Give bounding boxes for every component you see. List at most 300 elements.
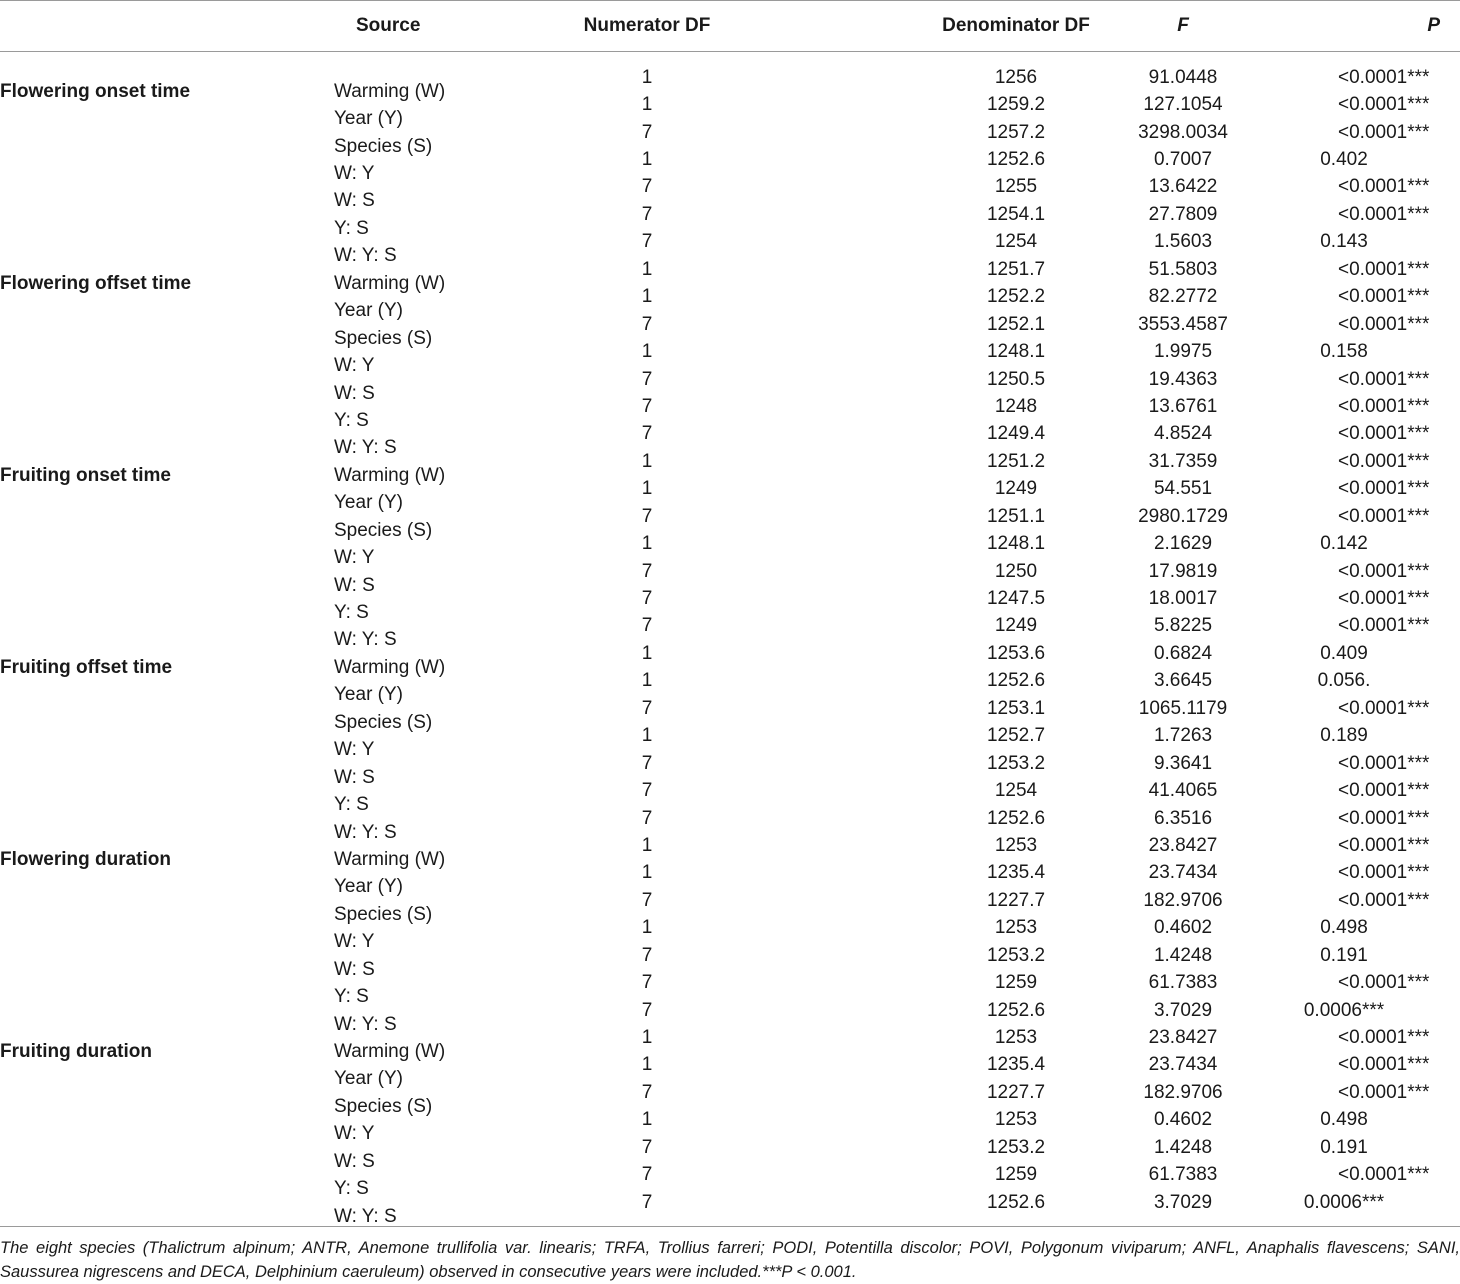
f-value-cell: 0.6824	[1153, 642, 1213, 664]
row-label-cell	[0, 805, 560, 843]
f-value-cell: 3.6645	[1153, 670, 1213, 692]
f-value-cell: 1.7263	[1153, 725, 1213, 747]
denominator-df-cell: 1259	[994, 972, 1038, 994]
source-label: W: S	[334, 766, 375, 788]
numerator-df-cell: 1	[641, 533, 653, 555]
row-label-cell	[0, 52, 560, 102]
p-value-cell: <0.0001***	[1338, 889, 1430, 911]
row-label-cell	[0, 448, 560, 486]
p-value-cell: 0.056.	[1317, 670, 1371, 692]
numerator-df-cell: 1	[641, 341, 653, 363]
p-value-cell: <0.0001***	[1338, 588, 1430, 610]
group-label: Flowering duration	[0, 848, 171, 870]
row-label-cell	[0, 1052, 560, 1090]
source-label: Year (Y)	[334, 684, 403, 706]
denominator-df-cell: 1253.2	[986, 752, 1046, 774]
source-label: Species (S)	[334, 711, 433, 733]
source-label: Y: S	[334, 217, 369, 239]
denominator-df-cell: 1248.1	[986, 533, 1046, 555]
p-value-cell: <0.0001***	[1338, 505, 1430, 527]
source-label: W: S	[334, 574, 375, 596]
row-label-cell	[0, 695, 560, 733]
table-row	[0, 503, 1460, 530]
p-value-cell: 0.191	[1320, 944, 1368, 966]
denominator-df-cell: 1253	[994, 1027, 1038, 1049]
f-value-cell: 182.9706	[1143, 889, 1223, 911]
numerator-df-cell: 1	[641, 149, 653, 171]
header-source: Source	[0, 1, 560, 52]
row-label-cell	[0, 256, 560, 294]
table-row	[0, 832, 1460, 859]
p-value-cell: <0.0001***	[1338, 807, 1430, 829]
table-row	[0, 777, 1460, 804]
table-row	[0, 1189, 1460, 1216]
row-label-cell	[0, 338, 560, 377]
header-p: P	[1248, 1, 1460, 52]
table-row	[0, 1134, 1460, 1161]
numerator-df-cell: 1	[641, 725, 653, 747]
source-label: Year (Y)	[334, 492, 403, 514]
p-value-cell: <0.0001***	[1338, 972, 1430, 994]
denominator-df-cell: 1249.4	[986, 423, 1046, 445]
source-label: Warming (W)	[334, 464, 446, 486]
f-value-cell: 3.7029	[1153, 999, 1213, 1021]
f-value-cell: 2.1629	[1153, 533, 1213, 555]
denominator-df-cell: 1227.7	[986, 1081, 1046, 1103]
group-label: Fruiting onset time	[0, 464, 171, 486]
numerator-df-cell: 7	[641, 368, 653, 390]
p-value-cell: <0.0001***	[1338, 395, 1430, 417]
p-value-cell: <0.0001***	[1338, 313, 1430, 335]
numerator-df-cell: 1	[641, 1109, 653, 1131]
denominator-df-cell: 1252.7	[986, 725, 1046, 747]
row-label-cell	[0, 366, 560, 404]
f-value-cell: 13.6761	[1148, 395, 1218, 417]
source-label: W: Y	[334, 355, 375, 377]
table-row	[0, 887, 1460, 914]
source-label: W: Y: S	[334, 245, 397, 267]
numerator-df-cell: 7	[641, 176, 653, 198]
denominator-df-cell: 1235.4	[986, 1054, 1046, 1076]
numerator-df-cell: 1	[641, 862, 653, 884]
row-label-cell	[0, 421, 560, 459]
denominator-df-cell: 1255	[994, 176, 1038, 198]
p-value-cell: <0.0001***	[1338, 203, 1430, 225]
denominator-df-cell: 1252.2	[986, 286, 1046, 308]
numerator-df-cell: 7	[641, 1164, 653, 1186]
f-value-cell: 2980.1729	[1138, 505, 1228, 527]
row-label-cell	[0, 777, 560, 816]
source-label: W: Y	[334, 1123, 375, 1145]
row-label-cell	[0, 969, 560, 1008]
denominator-df-cell: 1253	[994, 1109, 1038, 1131]
numerator-df-cell: 1	[641, 642, 653, 664]
f-value-cell: 31.7359	[1148, 450, 1218, 472]
table-footnote: The eight species (Thalictrum alpinum; ANTR, Anemone trullifolia var. linearis; TRFA, Trollius farreri; PODI, Potentilla discolor; POVI, Polygonum viviparum; ANFL, Anaphalis flavescens; SANI, Saussurea nigrescens and DECA, Delphinium caeruleum) observed in consecutive years were included.***P < 0.001.	[0, 1239, 1460, 1281]
source-label: Warming (W)	[334, 848, 446, 870]
group-label: Flowering offset time	[0, 272, 192, 294]
numerator-df-cell: 7	[641, 1191, 653, 1213]
source-label: W: Y: S	[334, 437, 397, 459]
row-label-cell	[0, 1162, 560, 1200]
denominator-df-cell: 1227.7	[986, 889, 1046, 911]
f-value-cell: 3298.0034	[1138, 121, 1228, 143]
p-value-cell: 0.143	[1320, 231, 1368, 253]
table-row	[0, 91, 1460, 118]
row-label-cell	[0, 119, 560, 157]
row-label-cell	[0, 860, 560, 898]
denominator-df-cell: 1250.5	[986, 368, 1046, 390]
f-value-cell: 0.7007	[1153, 149, 1213, 171]
numerator-df-cell: 7	[641, 615, 653, 637]
p-value-cell: <0.0001***	[1338, 423, 1430, 445]
denominator-df-cell: 1252.6	[986, 807, 1046, 829]
numerator-df-cell: 1	[641, 450, 653, 472]
p-value-cell: 0.498	[1320, 917, 1368, 939]
numerator-df-cell: 1	[641, 94, 653, 116]
denominator-df-cell: 1252.6	[986, 999, 1046, 1021]
table-row	[0, 640, 1460, 667]
p-value-cell: <0.0001***	[1338, 1081, 1430, 1103]
table-row	[0, 393, 1460, 420]
source-label: W: Y: S	[334, 821, 397, 843]
source-label: Species (S)	[334, 135, 433, 157]
numerator-df-cell: 1	[641, 1027, 653, 1049]
numerator-df-cell: 7	[641, 313, 653, 335]
f-value-cell: 6.3516	[1153, 807, 1213, 829]
denominator-df-cell: 1259	[994, 1164, 1038, 1186]
source-label: W: S	[334, 958, 375, 980]
header-denominator-df: Denominator DF	[734, 1, 1118, 52]
denominator-df-cell: 1251.7	[986, 258, 1046, 280]
source-label: W: Y	[334, 739, 375, 761]
row-label-cell	[0, 91, 560, 130]
row-label-cell	[0, 1079, 560, 1117]
p-value-cell: <0.0001***	[1338, 615, 1430, 637]
denominator-df-cell: 1254.1	[986, 203, 1046, 225]
source-label: Year (Y)	[334, 876, 403, 898]
f-value-cell: 3553.4587	[1138, 313, 1228, 335]
denominator-df-cell: 1251.2	[986, 450, 1046, 472]
row-label-cell	[0, 558, 560, 596]
table-row	[0, 750, 1460, 777]
numerator-df-cell: 7	[641, 999, 653, 1021]
f-value-cell: 23.8427	[1148, 1027, 1218, 1049]
p-value-cell: <0.0001***	[1338, 286, 1430, 308]
table-row	[0, 174, 1460, 201]
table-row	[0, 530, 1460, 557]
f-value-cell: 61.7383	[1148, 972, 1218, 994]
p-value-cell: <0.0001***	[1338, 121, 1430, 143]
row-label-cell	[0, 750, 560, 788]
source-label: Y: S	[334, 1178, 369, 1200]
denominator-df-cell: 1252.6	[986, 670, 1046, 692]
table-row	[0, 585, 1460, 612]
table-header	[0, 1, 1460, 52]
p-value-cell: <0.0001***	[1338, 560, 1430, 582]
numerator-df-cell: 1	[641, 834, 653, 856]
source-label: Warming (W)	[334, 656, 446, 678]
f-value-cell: 61.7383	[1148, 1164, 1218, 1186]
numerator-df-cell: 1	[641, 670, 653, 692]
table-row	[0, 1107, 1460, 1134]
source-label: W: S	[334, 190, 375, 212]
denominator-df-cell: 1256	[994, 66, 1038, 88]
numerator-df-cell: 7	[641, 889, 653, 911]
f-value-cell: 1.9975	[1153, 341, 1213, 363]
p-value-cell: <0.0001***	[1338, 368, 1430, 390]
f-value-cell: 54.551	[1153, 478, 1213, 500]
numerator-df-cell: 7	[641, 203, 653, 225]
denominator-df-cell: 1249	[994, 615, 1038, 637]
p-value-cell: 0.0006***	[1303, 999, 1385, 1021]
f-value-cell: 1.5603	[1153, 231, 1213, 253]
denominator-df-cell: 1252.1	[986, 313, 1046, 335]
numerator-df-cell: 1	[641, 258, 653, 280]
numerator-df-cell: 7	[641, 588, 653, 610]
row-label-cell	[0, 1189, 560, 1227]
f-value-cell: 23.7434	[1148, 862, 1218, 884]
source-label: Warming (W)	[334, 1041, 446, 1063]
p-value-cell: 0.409	[1320, 642, 1368, 664]
numerator-df-cell: 7	[641, 1081, 653, 1103]
source-label: W: S	[334, 382, 375, 404]
p-value-cell: <0.0001***	[1338, 697, 1430, 719]
denominator-df-cell: 1249	[994, 478, 1038, 500]
denominator-df-cell: 1253	[994, 834, 1038, 856]
p-value-cell: <0.0001***	[1338, 1027, 1430, 1049]
table-row	[0, 668, 1460, 695]
numerator-df-cell: 7	[641, 560, 653, 582]
numerator-df-cell: 7	[641, 697, 653, 719]
source-label: Warming (W)	[334, 80, 446, 102]
numerator-df-cell: 7	[641, 121, 653, 143]
row-label-cell	[0, 887, 560, 925]
table-row	[0, 860, 1460, 887]
source-label: Year (Y)	[334, 300, 403, 322]
source-label: Species (S)	[334, 327, 433, 349]
table-row	[0, 256, 1460, 283]
f-value-cell: 9.3641	[1153, 752, 1213, 774]
p-value-cell: <0.0001***	[1338, 1164, 1430, 1186]
table-bottom-rule	[0, 1226, 1460, 1227]
denominator-df-cell: 1248.1	[986, 341, 1046, 363]
row-label-cell	[0, 146, 560, 185]
source-label: Species (S)	[334, 1095, 433, 1117]
group-label: Fruiting offset time	[0, 656, 173, 678]
p-value-cell: <0.0001***	[1338, 780, 1430, 802]
p-value-cell: 0.191	[1320, 1136, 1368, 1158]
denominator-df-cell: 1254	[994, 780, 1038, 802]
source-label: W: Y: S	[334, 1013, 397, 1035]
denominator-df-cell: 1235.4	[986, 862, 1046, 884]
source-label: Year (Y)	[334, 1068, 403, 1090]
table-row	[0, 1024, 1460, 1051]
table-row	[0, 229, 1460, 256]
f-value-cell: 13.6422	[1148, 176, 1218, 198]
table-row	[0, 1162, 1460, 1189]
table-row	[0, 338, 1460, 365]
numerator-df-cell: 7	[641, 505, 653, 527]
table-row	[0, 969, 1460, 996]
f-value-cell: 23.8427	[1148, 834, 1218, 856]
row-label-cell	[0, 1134, 560, 1172]
row-label-cell	[0, 640, 560, 678]
table-row	[0, 915, 1460, 942]
table-row	[0, 284, 1460, 311]
row-label-cell	[0, 723, 560, 761]
row-label-cell	[0, 284, 560, 322]
numerator-df-cell: 7	[641, 231, 653, 253]
table-row	[0, 119, 1460, 146]
table-row	[0, 723, 1460, 750]
row-label-cell	[0, 174, 560, 212]
source-label: W: S	[334, 1150, 375, 1172]
row-label-cell	[0, 311, 560, 349]
f-value-cell: 0.4602	[1153, 1109, 1213, 1131]
source-label: W: Y	[334, 547, 375, 569]
numerator-df-cell: 1	[641, 917, 653, 939]
f-value-cell: 4.8524	[1153, 423, 1213, 445]
table-row	[0, 448, 1460, 475]
row-label-cell	[0, 476, 560, 514]
denominator-df-cell: 1253.2	[986, 1136, 1046, 1158]
numerator-df-cell: 7	[641, 752, 653, 774]
f-value-cell: 41.4065	[1148, 780, 1218, 802]
group-label: Flowering onset time	[0, 80, 191, 102]
table-row	[0, 942, 1460, 969]
f-value-cell: 0.4602	[1153, 917, 1213, 939]
table-row	[0, 421, 1460, 448]
table-row	[0, 805, 1460, 832]
group-label: Fruiting duration	[0, 1041, 152, 1063]
table-body	[0, 52, 1460, 1227]
denominator-df-cell: 1259.2	[986, 94, 1046, 116]
f-value-cell: 19.4363	[1148, 368, 1218, 390]
f-value-cell: 23.7434	[1148, 1054, 1218, 1076]
denominator-df-cell: 1257.2	[986, 121, 1046, 143]
f-value-cell: 17.9819	[1148, 560, 1218, 582]
p-value-cell: <0.0001***	[1338, 66, 1430, 88]
p-value-cell: <0.0001***	[1338, 1054, 1430, 1076]
p-value-cell: 0.402	[1320, 149, 1368, 171]
denominator-df-cell: 1253.6	[986, 642, 1046, 664]
row-label-cell	[0, 585, 560, 624]
p-value-cell: <0.0001***	[1338, 862, 1430, 884]
f-value-cell: 127.1054	[1143, 94, 1223, 116]
p-value-cell: 0.189	[1320, 725, 1368, 747]
p-value-cell: <0.0001***	[1338, 450, 1430, 472]
denominator-df-cell: 1248	[994, 395, 1038, 417]
p-value-cell: <0.0001***	[1338, 94, 1430, 116]
row-label-cell	[0, 832, 560, 870]
p-value-cell: <0.0001***	[1338, 752, 1430, 774]
f-value-cell: 182.9706	[1143, 1081, 1223, 1103]
table-row	[0, 695, 1460, 722]
denominator-df-cell: 1252.6	[986, 1191, 1046, 1213]
f-value-cell: 82.2772	[1148, 286, 1218, 308]
header-f: F	[1118, 1, 1248, 52]
source-label: Year (Y)	[334, 108, 403, 130]
denominator-df-cell: 1251.1	[986, 505, 1046, 527]
source-label: Y: S	[334, 602, 369, 624]
table-row	[0, 1052, 1460, 1079]
source-label: Y: S	[334, 986, 369, 1008]
numerator-df-cell: 1	[641, 478, 653, 500]
source-label: Species (S)	[334, 519, 433, 541]
row-label-cell	[0, 1107, 560, 1145]
p-value-cell: <0.0001***	[1338, 258, 1430, 280]
numerator-df-cell: 7	[641, 1136, 653, 1158]
f-value-cell: 1065.1179	[1138, 697, 1228, 719]
denominator-df-cell: 1254	[994, 231, 1038, 253]
f-value-cell: 18.0017	[1148, 588, 1218, 610]
source-label: W: Y	[334, 931, 375, 953]
f-value-cell: 51.5803	[1148, 258, 1218, 280]
source-label: W: Y: S	[334, 1205, 397, 1227]
p-value-cell: <0.0001***	[1338, 176, 1430, 198]
numerator-df-cell: 1	[641, 66, 653, 88]
row-label-cell	[0, 1024, 560, 1063]
denominator-df-cell: 1253.1	[986, 697, 1046, 719]
denominator-df-cell: 1253	[994, 917, 1038, 939]
header-row	[0, 1, 1460, 52]
table-row	[0, 366, 1460, 393]
source-label: W: Y	[334, 163, 375, 185]
f-value-cell: 1.4248	[1153, 1136, 1213, 1158]
numerator-df-cell: 7	[641, 807, 653, 829]
row-label-cell	[0, 530, 560, 569]
p-value-cell: 0.498	[1320, 1109, 1368, 1131]
p-value-cell: 0.142	[1320, 533, 1368, 555]
row-label-cell	[0, 201, 560, 239]
source-label: Warming (W)	[334, 272, 446, 294]
source-label: Y: S	[334, 794, 369, 816]
numerator-df-cell: 1	[641, 286, 653, 308]
numerator-df-cell: 7	[641, 395, 653, 417]
row-label-cell	[0, 668, 560, 706]
row-label-cell	[0, 915, 560, 953]
row-label-cell	[0, 997, 560, 1035]
table-row	[0, 476, 1460, 503]
f-value-cell: 1.4248	[1153, 944, 1213, 966]
numerator-df-cell: 1	[641, 1054, 653, 1076]
numerator-df-cell: 7	[641, 944, 653, 966]
table-row	[0, 558, 1460, 585]
table-row	[0, 52, 1460, 92]
denominator-df-cell: 1250	[994, 560, 1038, 582]
numerator-df-cell: 7	[641, 780, 653, 802]
f-value-cell: 27.7809	[1148, 203, 1218, 225]
table-row	[0, 997, 1460, 1024]
row-label-cell	[0, 503, 560, 541]
p-value-cell: <0.0001***	[1338, 834, 1430, 856]
f-value-cell: 5.8225	[1153, 615, 1213, 637]
p-value-cell: 0.158	[1320, 341, 1368, 363]
numerator-df-cell: 7	[641, 972, 653, 994]
source-label: Y: S	[334, 409, 369, 431]
f-value-cell: 3.7029	[1153, 1191, 1213, 1213]
row-label-cell	[0, 229, 560, 267]
source-label: Species (S)	[334, 903, 433, 925]
table-row	[0, 1079, 1460, 1106]
denominator-df-cell: 1252.6	[986, 149, 1046, 171]
row-label-cell	[0, 942, 560, 980]
table-row	[0, 146, 1460, 173]
numerator-df-cell: 7	[641, 423, 653, 445]
denominator-df-cell: 1247.5	[986, 588, 1046, 610]
denominator-df-cell: 1253.2	[986, 944, 1046, 966]
